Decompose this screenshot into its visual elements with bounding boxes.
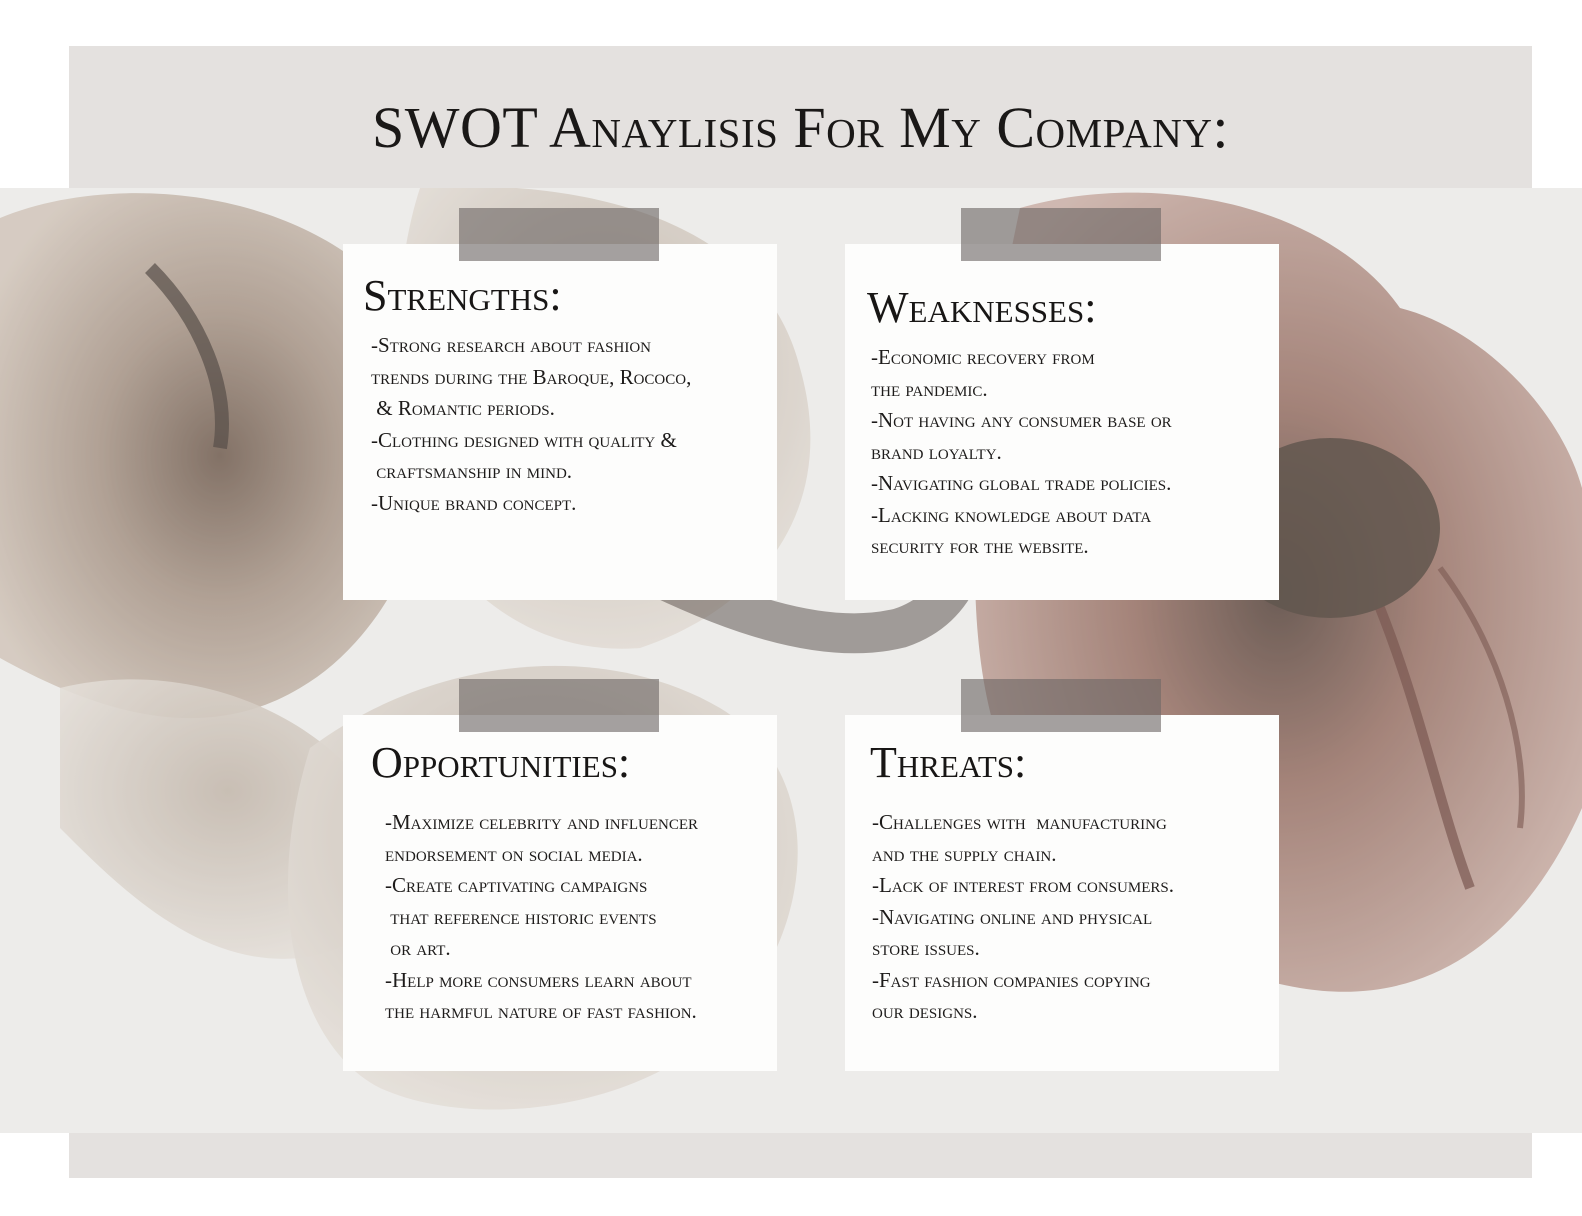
list-item: -Not having any consumer base or — [871, 408, 1172, 433]
opportunities-card — [343, 715, 777, 1071]
weaknesses-heading: Weaknesses: — [867, 283, 1097, 332]
list-item: craftsmanship in mind. — [371, 459, 573, 484]
weaknesses-list — [867, 342, 1279, 563]
list-item: or art. — [385, 936, 451, 961]
threats-card — [845, 715, 1279, 1071]
list-item: -Navigating online and physical — [872, 904, 1153, 929]
list-item: -Clothing designed with quality & — [371, 427, 677, 452]
list-item: -Help more consumers learn about — [385, 967, 692, 992]
list-item: -Economic recovery from — [871, 345, 1095, 370]
page-title: SWOT Anaylisis For My Company: — [371, 95, 1230, 160]
tape-opportunities — [459, 679, 659, 732]
tape-weaknesses — [961, 208, 1161, 261]
list-item: -Lack of interest from consumers. — [872, 873, 1174, 898]
list-item: store issues. — [872, 936, 980, 961]
tape-threats — [961, 679, 1161, 732]
tape-strengths — [459, 208, 659, 261]
list-item: brand loyalty. — [871, 439, 1002, 464]
list-item: -Lacking knowledge about data — [871, 502, 1152, 527]
strengths-card — [343, 244, 777, 600]
list-item: that reference historic events — [385, 904, 657, 929]
list-item: -Unique brand concept. — [371, 490, 577, 515]
strengths-list — [363, 330, 777, 519]
list-item: -Fast fashion companies copying — [872, 967, 1151, 992]
weaknesses-card — [845, 244, 1279, 600]
dried-flower-background-image — [0, 188, 1582, 1133]
opportunities-heading: Opportunities: — [371, 738, 631, 787]
list-item: & Romantic periods. — [371, 396, 555, 421]
list-item: -Strong research about fashion — [371, 333, 651, 358]
list-item: -Challenges with manufacturing — [872, 810, 1167, 835]
opportunities-list — [371, 807, 777, 1028]
list-item: endorsement on social media. — [385, 841, 643, 866]
list-item: -Navigating global trade policies. — [871, 471, 1172, 496]
threats-list — [870, 807, 1279, 1028]
list-item: our designs. — [872, 999, 978, 1024]
list-item: -Create captivating campaigns — [385, 873, 648, 898]
list-item: -Maximize celebrity and influencer — [385, 810, 699, 835]
list-item: and the supply chain. — [872, 841, 1057, 866]
list-item: trends during the Baroque, Rococo, — [371, 364, 692, 389]
list-item: the pandemic. — [871, 376, 988, 401]
threats-heading: Threats: — [870, 738, 1027, 787]
list-item: security for the website. — [871, 534, 1089, 559]
list-item: the harmful nature of fast fashion. — [385, 999, 697, 1024]
strengths-heading: Strengths: — [363, 271, 562, 320]
